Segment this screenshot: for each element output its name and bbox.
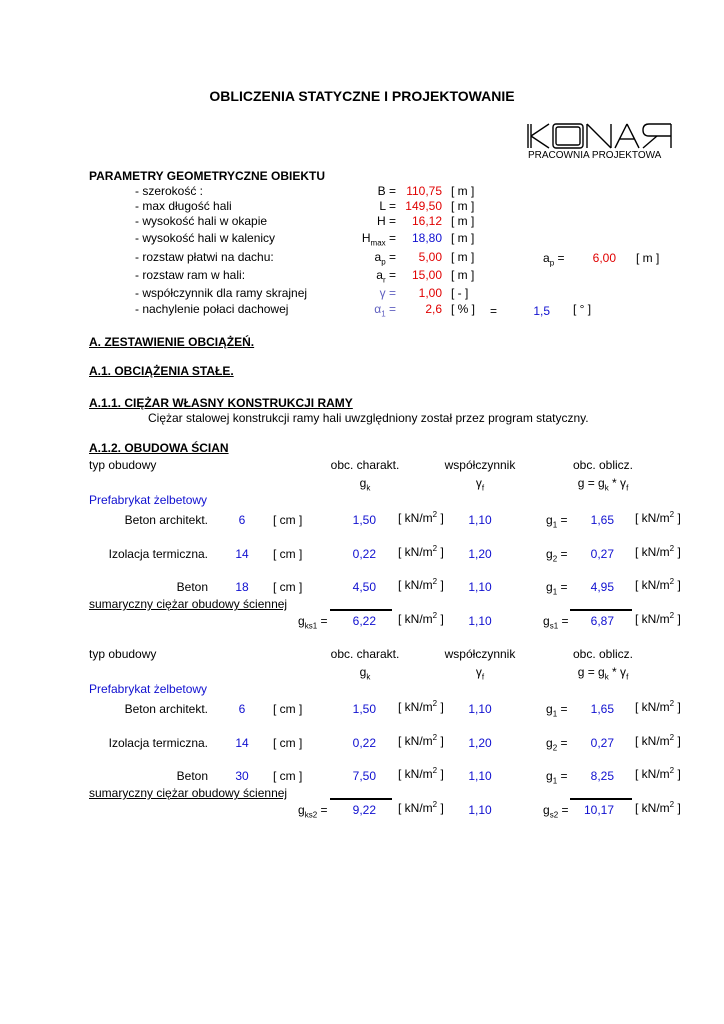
company-logo	[525, 120, 675, 162]
param-slope-degree-unit: [ ° ]	[573, 302, 592, 316]
layer-thickness: 6	[238, 513, 246, 527]
sum-g-value: 6,87	[590, 614, 614, 628]
header-gamma-f: $\gamma_f$	[475, 665, 485, 682]
param-slope-degree-value: 1,5	[533, 304, 550, 318]
sum-gk-unit: [ $kN/m^2$ ]	[398, 800, 444, 815]
section-a1-heading: A.1. OBCIĄŻENIA STAŁE.	[89, 364, 234, 378]
header-formula: $g = g_k * \gamma_f$	[577, 476, 629, 493]
layer-gk-value: 7,50	[352, 769, 376, 783]
layer-g-value: 1,65	[590, 513, 614, 527]
section-a11-heading: A.1.1. CIĘŻAR WŁASNY KONSTRUKCJI RAMY	[89, 396, 353, 410]
param-slope-eq: =	[490, 304, 498, 318]
layer-gamma-f: 1,20	[468, 736, 492, 750]
param-value: 5,00	[418, 250, 442, 264]
layer-g-unit: [ $kN/m^2$ ]	[635, 577, 681, 592]
layer-g-value: 8,25	[590, 769, 614, 783]
header-calc: obc. oblicz.	[572, 458, 634, 472]
sum-line-char	[330, 609, 392, 611]
layer-g-symbol: $g_1$ =	[546, 580, 568, 597]
header-gk: $g_k$	[359, 665, 371, 682]
header-calc: obc. oblicz.	[572, 647, 634, 661]
param-symbol: B =	[377, 184, 396, 198]
param-symbol: $a_r$ =	[376, 268, 396, 285]
layer-thickness-unit: [ cm ]	[273, 769, 303, 783]
layer-gamma-f: 1,10	[468, 769, 492, 783]
param-value: 16,12	[411, 214, 442, 228]
param-label: - wysokość hali w kalenicy	[135, 231, 276, 245]
header-type: typ obudowy	[89, 458, 157, 472]
konar-logo-mark	[525, 120, 675, 152]
layer-gk-unit: [ $kN/m^2$ ]	[398, 577, 444, 592]
sum-gk-symbol: $g_{ks2}$ =	[298, 803, 328, 820]
layer-thickness: 14	[235, 736, 249, 750]
layer-gk-value: 0,22	[352, 547, 376, 561]
param-label: - szerokość :	[135, 184, 204, 198]
param-label: - nachylenie połaci dachowej	[135, 302, 289, 316]
param-value: 2,6	[425, 302, 442, 316]
layer-thickness-unit: [ cm ]	[273, 702, 303, 716]
param-ap-extra-value: 6,00	[592, 251, 616, 265]
param-label: - współczynnik dla ramy skrajnej	[135, 286, 308, 300]
layer-gamma-f: 1,20	[468, 547, 492, 561]
layer-name: Beton architekt.	[124, 513, 208, 527]
param-value: 149,50	[405, 199, 442, 213]
param-symbol: $a_p$ =	[374, 250, 396, 267]
layer-gk-unit: [ $kN/m^2$ ]	[398, 699, 444, 714]
header-gk: $g_k$	[359, 476, 371, 493]
layer-g-symbol: $g_2$ =	[546, 547, 568, 564]
header-coef: współczynnik	[444, 458, 516, 472]
header-char: obc. charakt.	[330, 458, 400, 472]
param-value: 18,80	[411, 231, 442, 245]
sum-line-char	[330, 798, 392, 800]
layer-g-value: 1,65	[590, 702, 614, 716]
layer-name: Beton	[176, 769, 208, 783]
layer-g-symbol: $g_1$ =	[546, 702, 568, 719]
layer-g-value: 0,27	[590, 736, 614, 750]
header-gamma-f: $\gamma_f$	[475, 476, 485, 493]
param-label: - rozstaw ram w hali:	[135, 268, 246, 282]
param-unit: [ m ]	[451, 268, 475, 282]
params-heading: PARAMETRY GEOMETRYCZNE OBIEKTU	[89, 169, 326, 183]
sum-g-unit: [ $kN/m^2$ ]	[635, 611, 681, 626]
layer-gk-unit: [ $kN/m^2$ ]	[398, 544, 444, 559]
layer-thickness: 6	[238, 702, 246, 716]
param-label: - max długość hali	[135, 199, 232, 213]
layer-name: Beton architekt.	[124, 702, 208, 716]
sum-gk-symbol: $g_{ks1}$ =	[298, 614, 328, 631]
layer-gamma-f: 1,10	[468, 702, 492, 716]
sum-gamma-f: 1,10	[468, 614, 492, 628]
param-ap-extra-symbol: $a_p$ =	[543, 251, 565, 268]
param-value: 110,75	[406, 184, 442, 198]
layer-g-value: 0,27	[590, 547, 614, 561]
layer-g-unit: [ $kN/m^2$ ]	[635, 699, 681, 714]
param-value: 1,00	[418, 286, 442, 300]
param-ap-extra-unit: [ m ]	[636, 251, 660, 265]
sum-label: sumaryczny ciężar obudowy ściennej	[89, 786, 288, 800]
param-symbol: L =	[379, 199, 396, 213]
section-a11-text: Ciężar stalowej konstrukcji ramy hali uwzględniony został przez program statyczny.	[148, 411, 589, 425]
layer-gk-value: 0,22	[352, 736, 376, 750]
param-unit: [ m ]	[451, 231, 475, 245]
sum-g-symbol: $g_{s2}$ =	[543, 803, 569, 820]
section-a12-heading: A.1.2. OBUDOWA ŚCIAN	[89, 441, 229, 455]
layer-g-value: 4,95	[590, 580, 614, 594]
layer-g-unit: [ $kN/m^2$ ]	[635, 544, 681, 559]
param-symbol: $\alpha_1$ =	[374, 302, 396, 319]
param-symbol: $H_{max}$ =	[361, 231, 396, 248]
layer-g-symbol: $g_2$ =	[546, 736, 568, 753]
sum-g-value: 10,17	[583, 803, 614, 817]
layer-gk-unit: [ $kN/m^2$ ]	[398, 733, 444, 748]
layer-name: Izolacja termiczna.	[108, 547, 208, 561]
layer-name: Beton	[176, 580, 208, 594]
header-type: typ obudowy	[89, 647, 157, 661]
param-unit: [ m ]	[451, 199, 475, 213]
header-char: obc. charakt.	[330, 647, 400, 661]
section-a-heading: A. ZESTAWIENIE OBCIĄŻEŃ.	[89, 335, 255, 349]
layer-gamma-f: 1,10	[468, 513, 492, 527]
material-name: Prefabrykat żelbetowy	[89, 682, 208, 696]
layer-gk-unit: [ $kN/m^2$ ]	[398, 510, 444, 525]
layer-g-unit: [ $kN/m^2$ ]	[635, 733, 681, 748]
sum-gk-value: 6,22	[352, 614, 376, 628]
sum-g-symbol: $g_{s1}$ =	[543, 614, 569, 631]
layer-gk-value: 1,50	[352, 513, 376, 527]
param-symbol: H =	[376, 214, 396, 228]
layer-g-symbol: $g_1$ =	[546, 513, 568, 530]
page-title: OBLICZENIA STATYCZNE I PROJEKTOWANIE	[209, 88, 515, 104]
logo-subtitle: PRACOWNIA PROJEKTOWA	[528, 150, 662, 161]
param-unit: [ m ]	[451, 184, 475, 198]
layer-thickness-unit: [ cm ]	[273, 547, 303, 561]
sum-line-calc	[570, 798, 632, 800]
param-value: 15,00	[411, 268, 442, 282]
layer-thickness-unit: [ cm ]	[273, 513, 303, 527]
layer-thickness-unit: [ cm ]	[273, 736, 303, 750]
sum-label: sumaryczny ciężar obudowy ściennej	[89, 597, 288, 611]
layer-gamma-f: 1,10	[468, 580, 492, 594]
header-formula: $g = g_k * \gamma_f$	[577, 665, 629, 682]
param-label: - rozstaw płatwi na dachu:	[135, 250, 274, 264]
sum-gk-unit: [ $kN/m^2$ ]	[398, 611, 444, 626]
layer-thickness: 14	[235, 547, 249, 561]
layer-gk-value: 4,50	[352, 580, 376, 594]
sum-gamma-f: 1,10	[468, 803, 492, 817]
param-unit: [ m ]	[451, 250, 475, 264]
sum-line-calc	[570, 609, 632, 611]
layer-g-symbol: $g_1$ =	[546, 769, 568, 786]
param-label: - wysokość hali w okapie	[135, 214, 268, 228]
param-unit: [ m ]	[451, 214, 475, 228]
material-name: Prefabrykat żelbetowy	[89, 493, 208, 507]
layer-g-unit: [ $kN/m^2$ ]	[635, 766, 681, 781]
layer-g-unit: [ $kN/m^2$ ]	[635, 510, 681, 525]
layer-thickness: 30	[235, 769, 249, 783]
layer-gk-value: 1,50	[352, 702, 376, 716]
param-unit: [ % ]	[451, 302, 476, 316]
header-coef: współczynnik	[444, 647, 516, 661]
layer-thickness: 18	[235, 580, 249, 594]
param-unit: [ - ]	[451, 286, 469, 300]
layer-gk-unit: [ $kN/m^2$ ]	[398, 766, 444, 781]
layer-name: Izolacja termiczna.	[108, 736, 208, 750]
layer-thickness-unit: [ cm ]	[273, 580, 303, 594]
sum-gk-value: 9,22	[352, 803, 376, 817]
param-symbol: γ =	[379, 286, 396, 300]
sum-g-unit: [ $kN/m^2$ ]	[635, 800, 681, 815]
